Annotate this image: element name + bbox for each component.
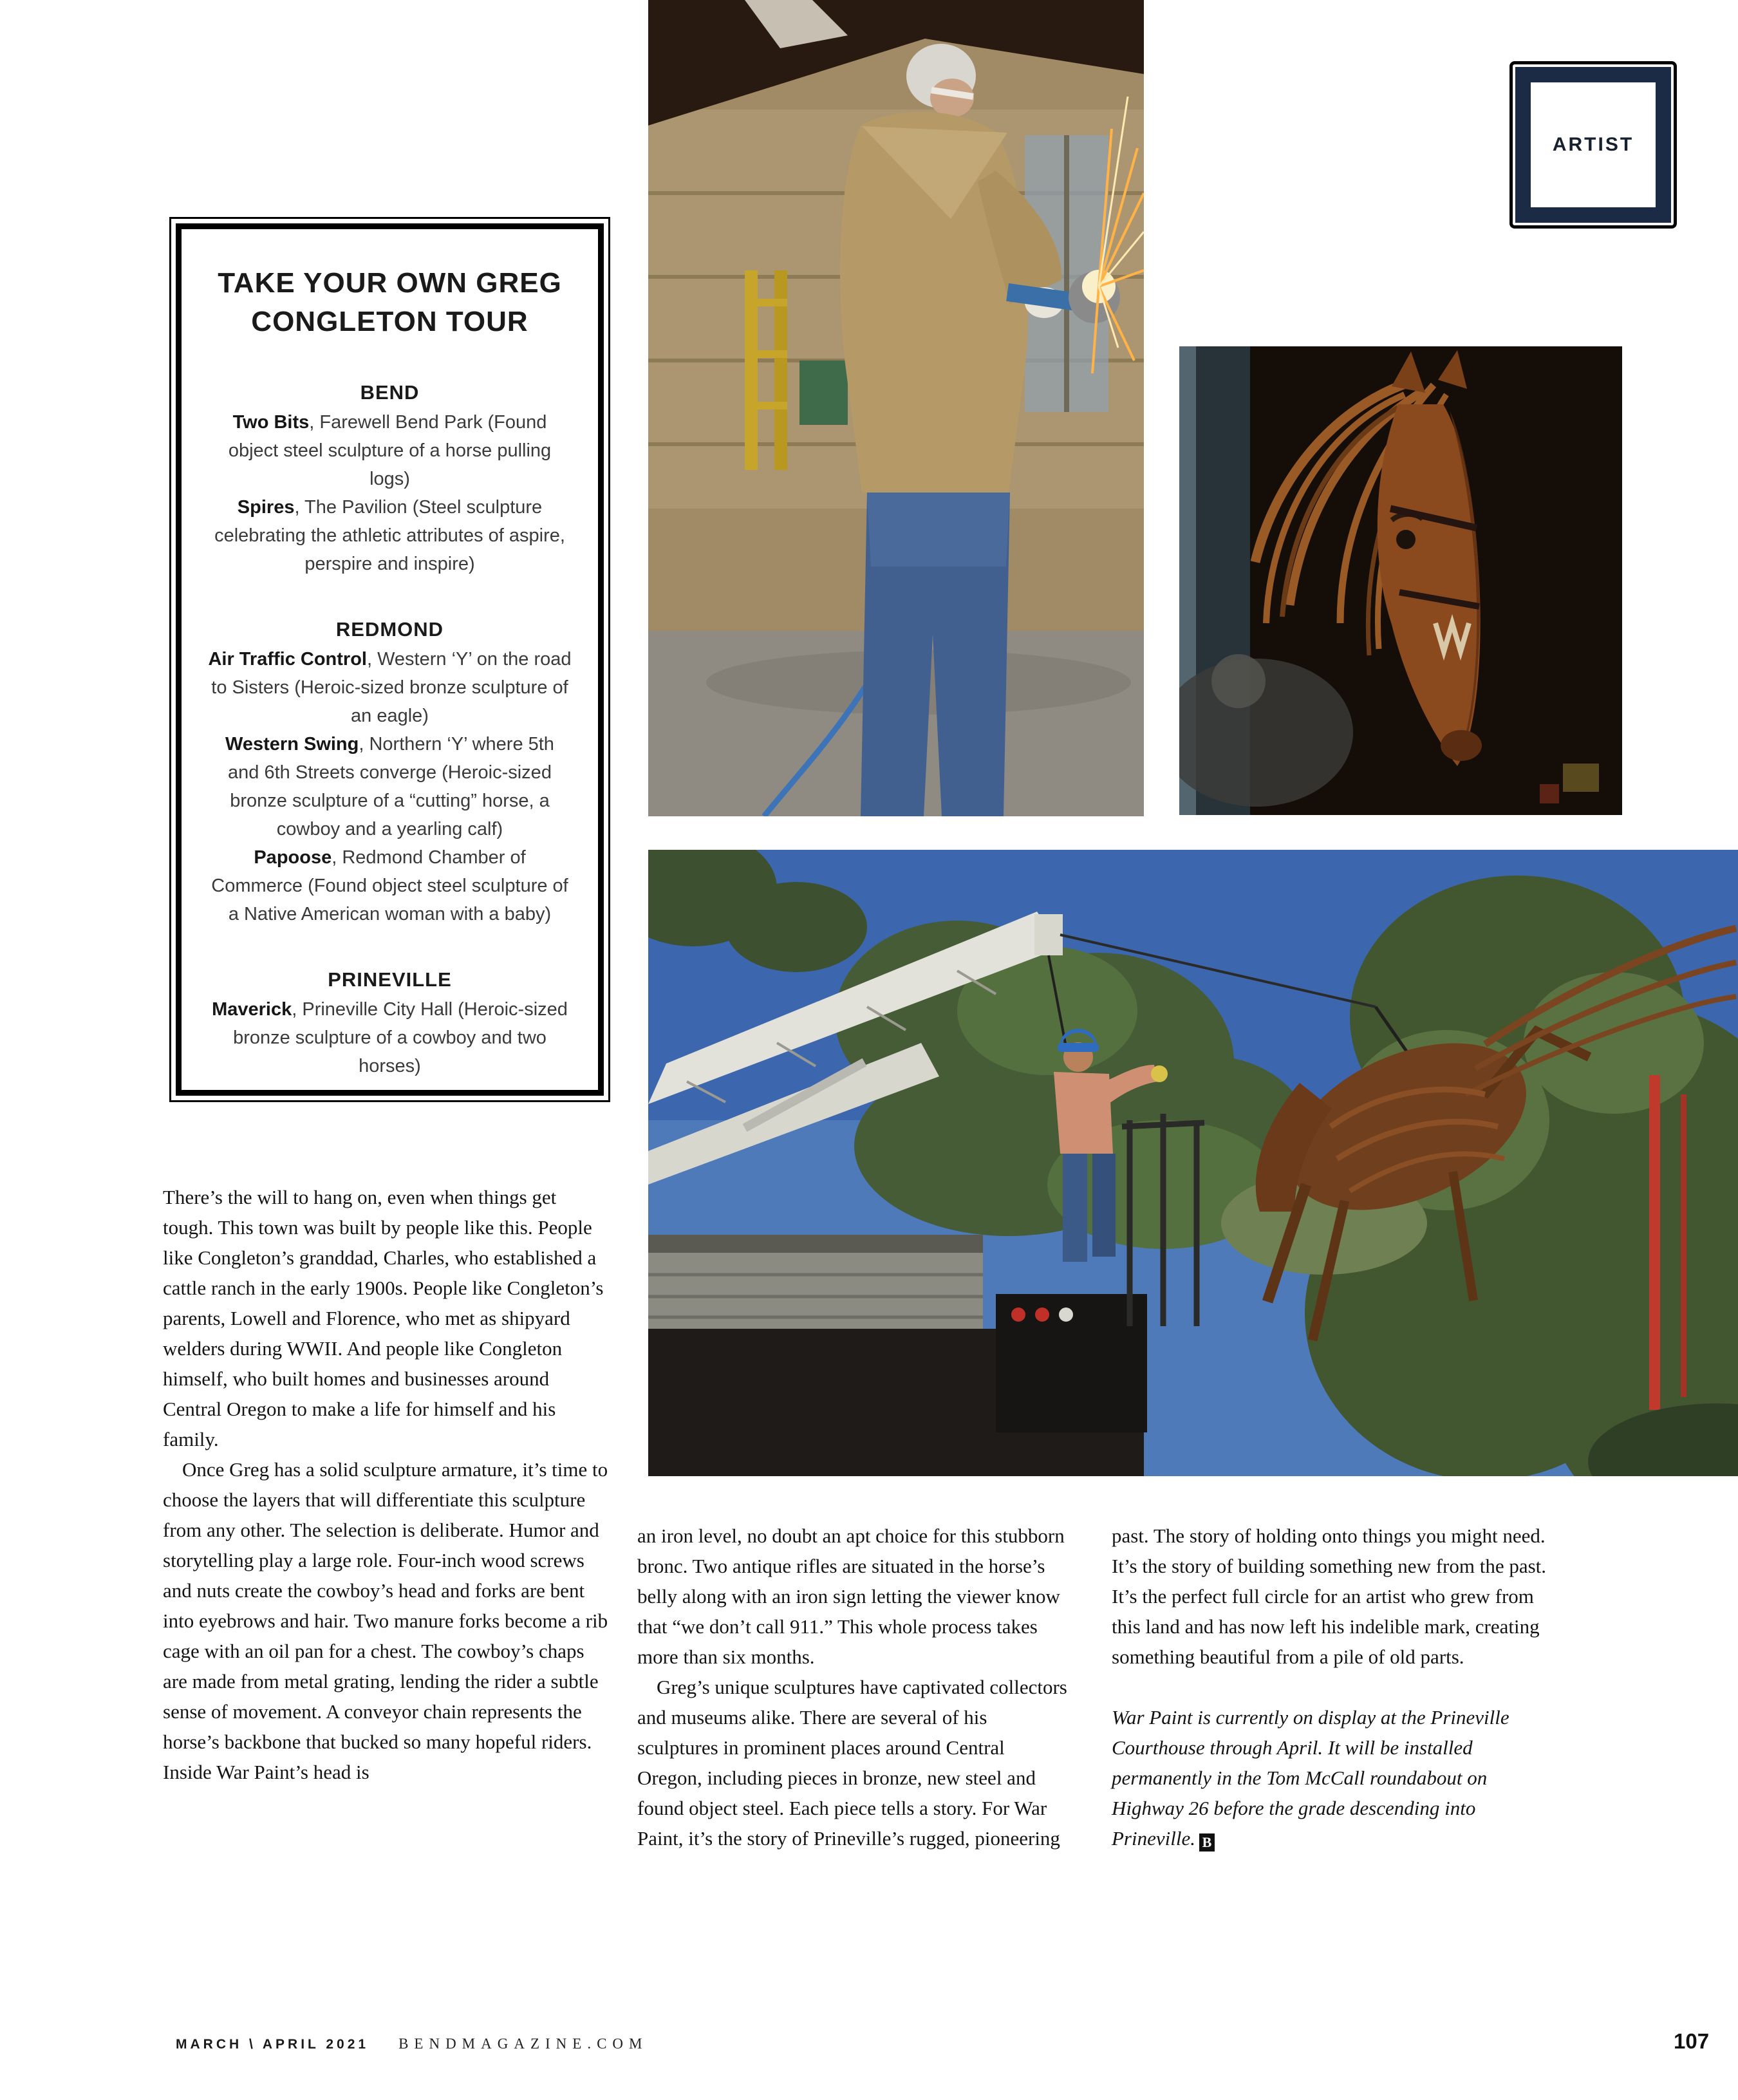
artist-badge-label: ARTIST [1552, 134, 1634, 155]
tour-entry-name: Air Traffic Control [208, 649, 367, 670]
page-number: 107 [1674, 2029, 1710, 2053]
article-closing-paragraph [1112, 1702, 1549, 1853]
footer-issue-date: MARCH \ APRIL 2021 [176, 2037, 369, 2052]
article-paragraph: Greg’s unique sculptures have captivated collectors and museums alike. There are several of his sculptures in prominent places around Central Oregon, including pieces in bronze, new steel and found object steel. Each piece tells a story. For War Paint, it’s the story of Prineville’s rugged, pioneering [637, 1676, 1067, 1850]
article-paragraph: an iron level, no doubt an apt choice for this stubborn bronc. Two antique rifles are situated in the horse’s belly along with an iron sign letting the viewer know that “we don’t call 911.” This whole process takes more than six months. [637, 1524, 1065, 1668]
tour-entry [207, 995, 572, 1080]
tour-entry-name: Western Swing [225, 734, 359, 755]
article-column-left [163, 1182, 610, 1787]
photo-horse-sculpture [1179, 346, 1622, 815]
tour-entry-name: Two Bits [232, 412, 310, 433]
tour-entry [207, 730, 572, 843]
tour-box [169, 217, 610, 1102]
artist-badge [1509, 61, 1677, 229]
footer-website: BENDMAGAZINE.COM [398, 2036, 648, 2052]
article-column-right [1112, 1521, 1549, 1853]
article-column-middle [637, 1521, 1070, 1853]
footer [176, 2036, 648, 2052]
tour-entry-details: , Prineville City Hall (Heroic-sized bronze sculpture of a cowboy and two horses) [233, 999, 568, 1076]
grinding-photo-illustration [648, 0, 1144, 816]
tour-entry-name: Spires [237, 497, 295, 518]
tour-entry [207, 645, 572, 730]
tour-section-redmond [207, 618, 572, 928]
tour-entry-details: , Farewell Bend Park (Found object steel sculpture of a horse pulling logs) [228, 412, 552, 489]
tour-section-heading: PRINEVILLE [328, 968, 452, 991]
horse-head-photo-illustration [1179, 346, 1622, 815]
tour-entry-details: , Western ‘Y’ on the road to Sisters (Heroic-sized bronze sculpture of an eagle) [211, 649, 572, 726]
tour-box-frame [176, 223, 604, 1096]
tour-entry [207, 493, 572, 578]
tour-entry-details: , Northern ‘Y’ where 5th and 6th Streets converge (Heroic-sized bronze sculpture of a “cutting” horse, a cowboy and a yearling calf) [228, 734, 554, 839]
article-paragraph: past. The story of holding onto things you might need. It’s the story of building something new from the past. It’s the perfect full circle for an artist who grew from this land and has now left his indelible mark, creating something beautiful from a pile of old parts. [1112, 1524, 1547, 1668]
tour-section-prineville [207, 968, 572, 1080]
photo-grinding-artist [648, 0, 1144, 816]
tour-entry-details: , Redmond Chamber of Commerce (Found object steel sculpture of a Native American woman with a baby) [211, 847, 568, 924]
tour-section-heading: REDMOND [335, 618, 444, 641]
tour-entry-name: Papoose [254, 847, 332, 868]
artist-badge-frame [1515, 67, 1671, 223]
tour-entry-name: Maverick [212, 999, 292, 1020]
tour-section-heading: BEND [360, 381, 420, 404]
tour-section-bend [207, 381, 572, 578]
closing-text: War Paint is currently on display at the Prineville Courthouse through April. It will be installed permanently in the Tom McCall roundabout on Highway 26 before the grade descending into Prineville. [1112, 1706, 1509, 1850]
tour-entry [207, 408, 572, 493]
tour-entry-details: , The Pavilion (Steel sculpture celebrating the athletic attributes of aspire, perspire and inspire) [214, 497, 565, 574]
tour-box-title: TAKE YOUR OWN GREG CONGLETON TOUR [218, 267, 562, 337]
magazine-end-mark: B [1199, 1833, 1215, 1852]
tour-entry [207, 843, 572, 928]
article-paragraph: There’s the will to hang on, even when things get tough. This town was built by people like this. People like Congleton’s granddad, Charles, who established a cattle ranch in the early 1900s. People like Congleton’s parents, Lowell and Florence, who met as shipyard welders during WWII. And people like Congleton himself, who built homes and businesses around Central Oregon to make a life for himself and his family. [163, 1186, 604, 1450]
article-paragraph: Once Greg has a solid sculpture armature, it’s time to choose the layers that will differentiate this sculpture from any other. The selection is deliberate. Humor and storytelling play a large role. Four-inch wood screws and nuts create the cowboy’s head and forks are bent into eyebrows and hair. Two manure forks become a rib cage with an oil pan for a chest. The cowboy’s chaps are made from metal grating, lending the rider a subtle sense of movement. A conveyor chain represents the horse’s backbone that bucked so many hopeful riders. Inside War Paint’s head is [163, 1458, 608, 1783]
crane-photo-illustration [648, 850, 1738, 1476]
photo-crane-installation [648, 850, 1738, 1476]
